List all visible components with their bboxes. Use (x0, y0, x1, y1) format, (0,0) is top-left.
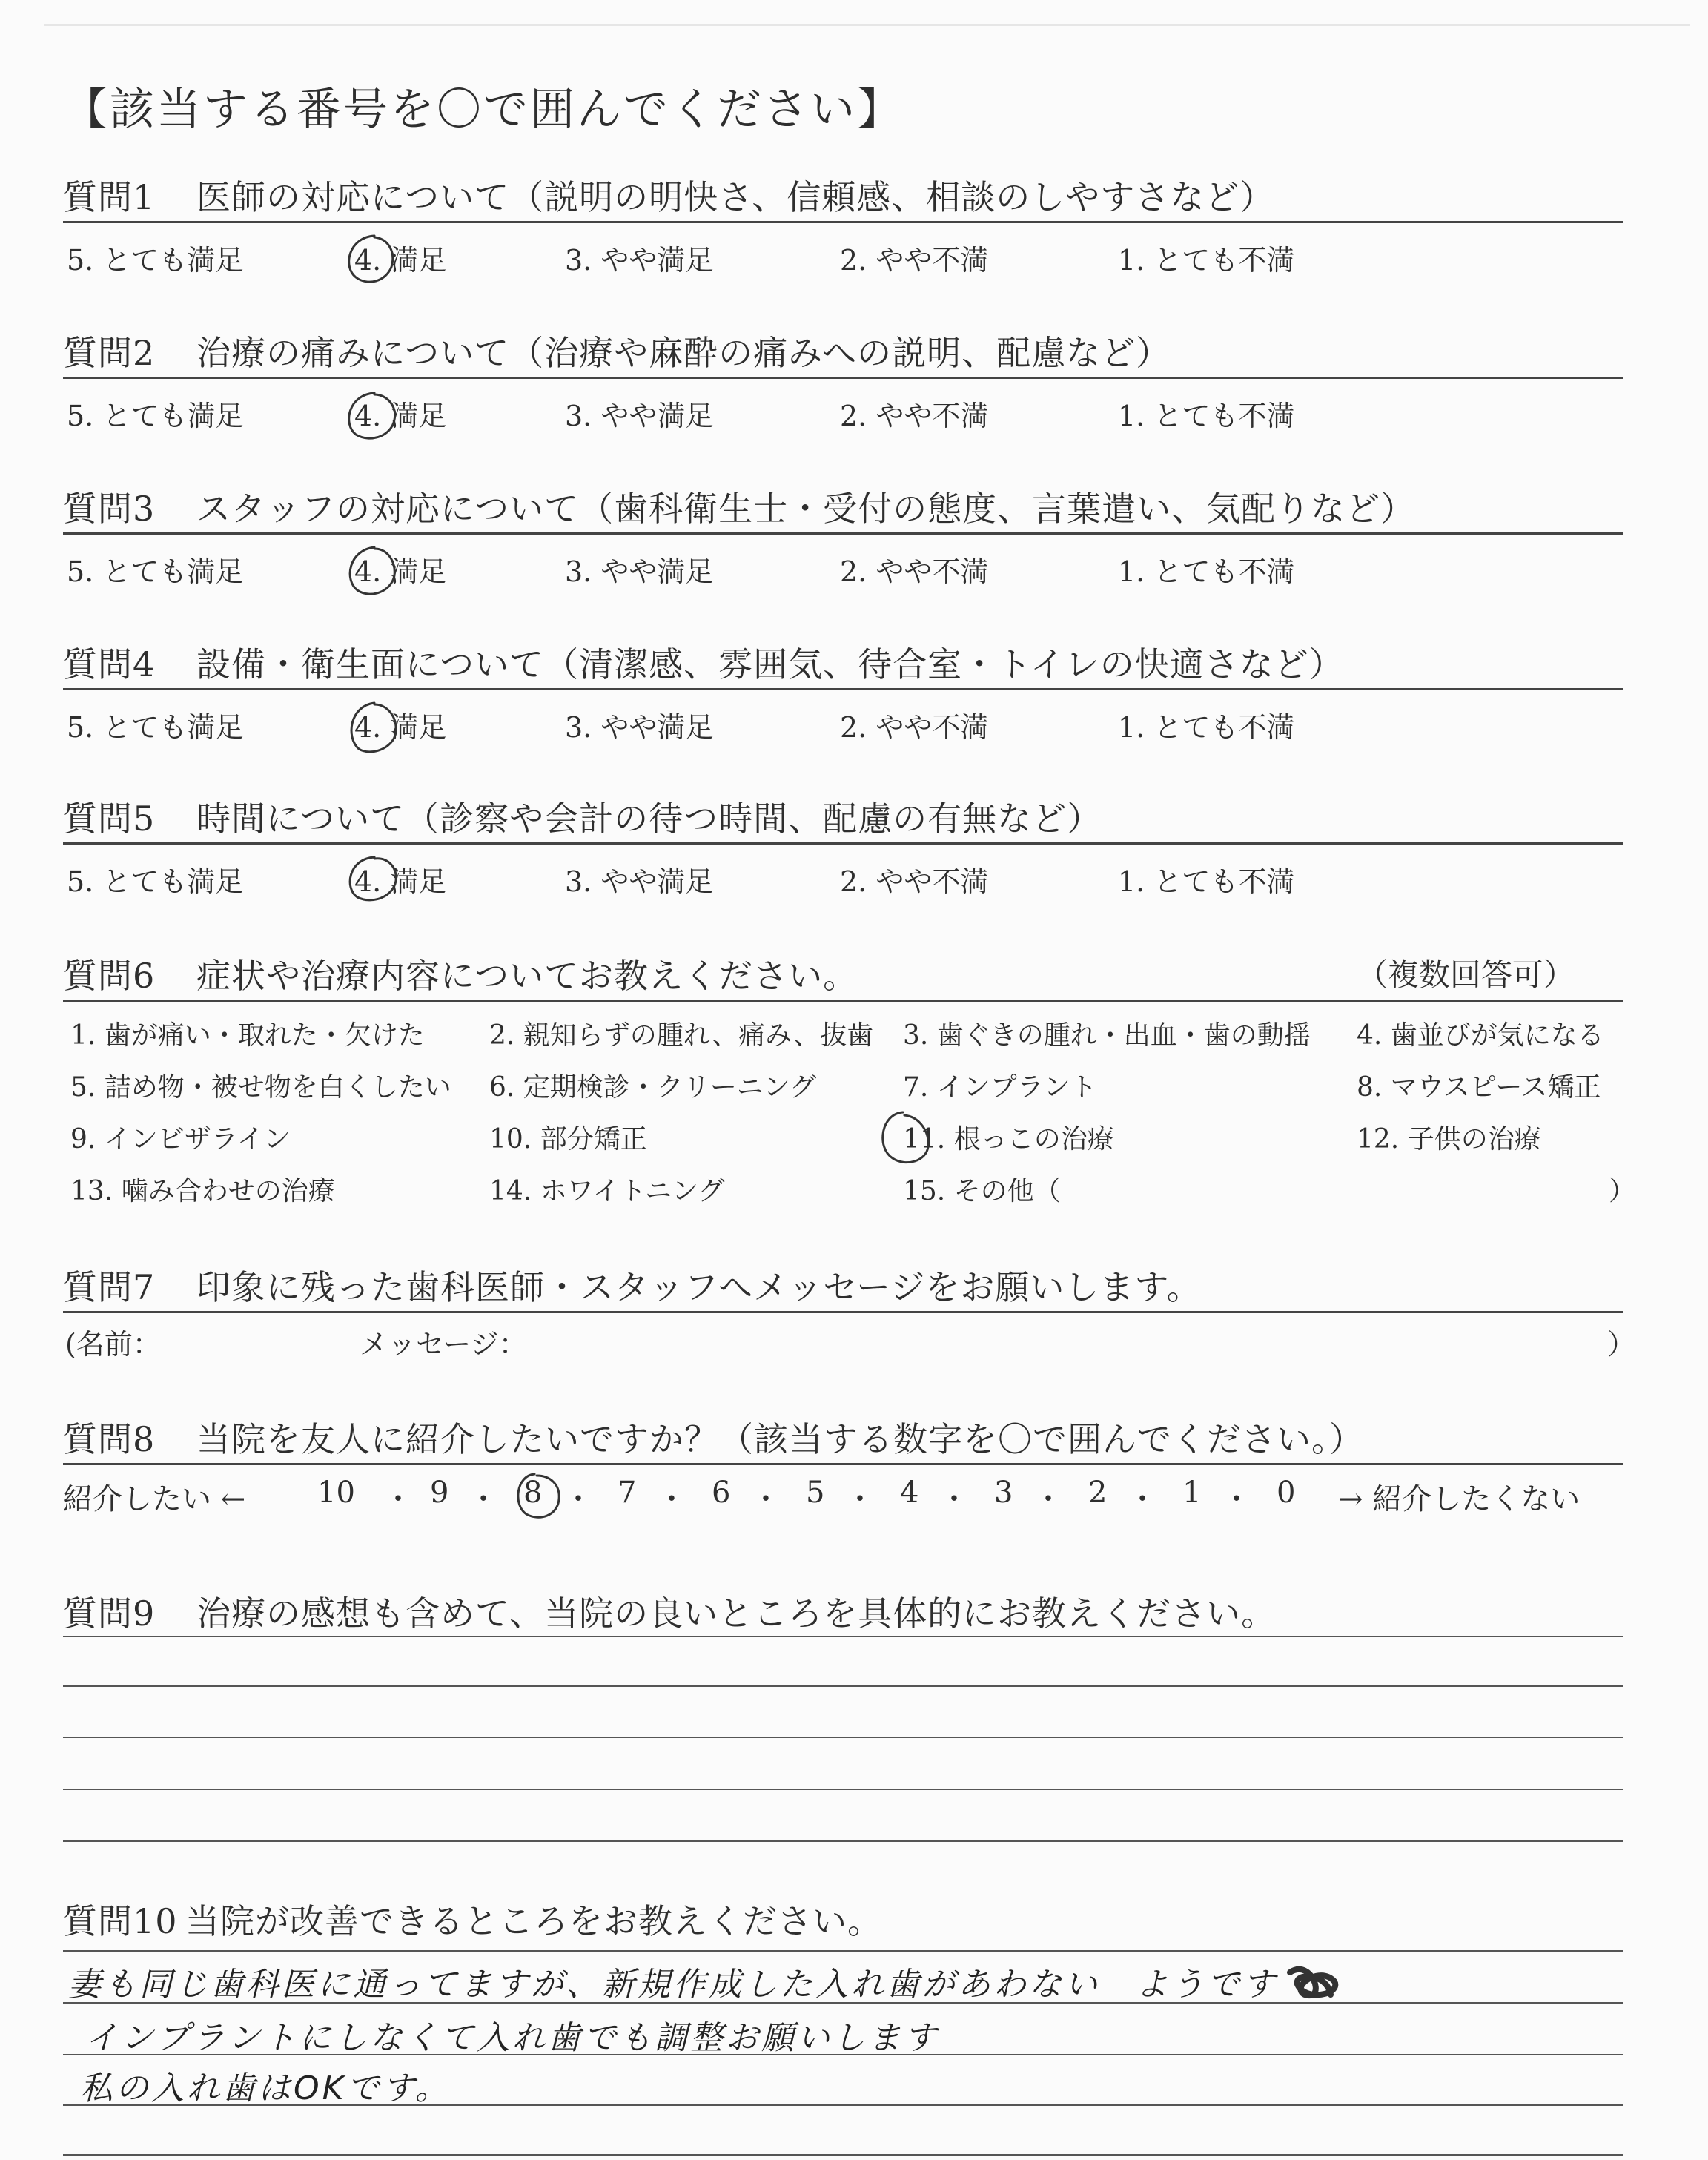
question-text: 症状や治療内容についてお教えください。 (196, 956, 858, 996)
treatment-option-3[interactable]: 3. 歯ぐきの腫れ・出血・歯の動揺 (903, 1020, 1311, 1051)
rating-option-1[interactable]: 1. とても不満 (1118, 400, 1295, 432)
answer-circle-q6 (883, 1112, 928, 1163)
treatment-option-9[interactable]: 9. インビザライン (70, 1124, 291, 1155)
scale-dot: ・ (657, 1482, 686, 1516)
scale-4[interactable]: 4 (900, 1476, 919, 1510)
rating-option-4[interactable]: 4. 満足 (354, 711, 447, 744)
rating-option-5[interactable]: 5. とても満足 (67, 244, 244, 277)
rating-option-5[interactable]: 5. とても満足 (67, 400, 244, 432)
scale-8[interactable]: 8 (523, 1476, 543, 1510)
question-number: 質問4 (63, 644, 156, 684)
rating-option-5[interactable]: 5. とても満足 (67, 865, 244, 898)
treatment-option-12[interactable]: 12. 子供の治療 (1357, 1124, 1541, 1155)
rating-option-2[interactable]: 2. やや不満 (840, 555, 989, 588)
rating-option-2[interactable]: 2. やや不満 (840, 865, 989, 898)
message-label[interactable]: メッセージ： (360, 1328, 527, 1361)
question-number: 質問10 (63, 1901, 178, 1941)
scale-dot: ・ (751, 1482, 781, 1516)
scale-dot: ・ (939, 1482, 969, 1516)
question-number: 質問2 (63, 333, 156, 373)
answer-circle-q8 (518, 1474, 559, 1517)
scale-9[interactable]: 9 (430, 1476, 449, 1510)
scale-1[interactable]: 1 (1182, 1476, 1202, 1510)
recommend-left-label: 紹介したい ← (63, 1482, 246, 1516)
treatment-option-13[interactable]: 13. 噛み合わせの治療 (70, 1176, 335, 1206)
treatment-option-4[interactable]: 4. 歯並びが気になる (1357, 1020, 1604, 1051)
treatment-option-14[interactable]: 14. ホワイトニング (489, 1176, 725, 1206)
question-number: 質問9 (63, 1593, 156, 1634)
recommend-right-label: → 紹介したくない (1338, 1482, 1580, 1516)
question-number: 質問3 (63, 489, 156, 529)
scale-2[interactable]: 2 (1088, 1476, 1108, 1510)
answer-circle-q3 (350, 547, 394, 594)
treatment-option-2[interactable]: 2. 親知らずの腫れ、痛み、抜歯 (489, 1020, 874, 1051)
scale-dot: ・ (1222, 1482, 1251, 1516)
other-close-paren: ） (1609, 1176, 1636, 1206)
rating-option-4[interactable]: 4. 満足 (354, 400, 447, 432)
question-text: 医師の対応について（説明の明快さ、信頼感、相談のしやすさなど） (196, 177, 1275, 217)
question-text: 治療の感想も含めて、当院の良いところを具体的にお教えください。 (196, 1593, 1277, 1634)
question-text: 当院を友人に紹介したいですか？（該当する数字を〇で囲んでください。） (196, 1419, 1364, 1459)
question-text: 設備・衛生面について（清潔感、雰囲気、待合室・トイレの快適さなど） (196, 644, 1344, 684)
multiple-answer-note: （複数回答可） (1357, 957, 1575, 993)
treatment-option-6[interactable]: 6. 定期検診・クリーニング (489, 1072, 817, 1103)
rating-option-1[interactable]: 1. とても不満 (1118, 865, 1295, 898)
rating-option-3[interactable]: 3. やや満足 (565, 865, 714, 898)
ink-scribble (1290, 1969, 1335, 1995)
treatment-option-10[interactable]: 10. 部分矯正 (489, 1124, 647, 1155)
rating-option-4[interactable]: 4. 満足 (354, 244, 447, 277)
question-text: 時間について（診察や会計の待つ時間、配慮の有無など） (196, 799, 1102, 839)
rating-option-3[interactable]: 3. やや満足 (565, 400, 714, 432)
treatment-option-8[interactable]: 8. マウスピース矯正 (1357, 1072, 1601, 1103)
name-label[interactable]: (名前： (65, 1328, 161, 1361)
message-close-paren: ） (1607, 1328, 1636, 1361)
rating-option-2[interactable]: 2. やや不満 (840, 244, 989, 277)
scale-dot: ・ (383, 1482, 413, 1516)
question-text: スタッフの対応について（歯科衛生士・受付の態度、言葉遣い、気配りなど） (196, 489, 1416, 529)
scale-10[interactable]: 10 (317, 1476, 355, 1510)
question-number: 質問5 (63, 799, 156, 839)
answer-circle-q5 (350, 857, 396, 900)
scale-dot: ・ (469, 1482, 498, 1516)
rating-option-2[interactable]: 2. やや不満 (840, 400, 989, 432)
treatment-option-1[interactable]: 1. 歯が痛い・取れた・欠けた (70, 1020, 425, 1051)
question-number: 質問7 (63, 1267, 156, 1307)
question-text: 印象に残った歯科医師・スタッフへメッセージをお願いします。 (196, 1267, 1202, 1307)
answer-circle-q1 (349, 236, 393, 282)
scale-3[interactable]: 3 (994, 1476, 1013, 1510)
handwritten-line-1: 妻も同じ歯科医に通ってますが、新規作成した入れ歯があわない ようです (68, 1966, 1278, 2004)
handwritten-line-3: 私の入れ歯はOKです。 (80, 2070, 451, 2107)
rating-option-3[interactable]: 3. やや満足 (565, 555, 714, 588)
rating-option-3[interactable]: 3. やや満足 (565, 244, 714, 277)
scale-0[interactable]: 0 (1277, 1476, 1296, 1510)
scale-dot: ・ (845, 1482, 875, 1516)
handwritten-line-2: インプラントにしなくて入れ歯でも調整お願いします (85, 2019, 939, 2057)
treatment-option-11[interactable]: 11. 根っこの治療 (903, 1124, 1114, 1155)
question-number: 質問8 (63, 1419, 156, 1459)
rating-option-3[interactable]: 3. やや満足 (565, 711, 714, 744)
rating-option-1[interactable]: 1. とても不満 (1118, 244, 1295, 277)
answer-circle-q2 (349, 393, 395, 438)
rating-option-5[interactable]: 5. とても満足 (67, 555, 244, 588)
scale-5[interactable]: 5 (806, 1476, 825, 1510)
rating-option-2[interactable]: 2. やや不満 (840, 711, 989, 744)
scale-dot: ・ (563, 1482, 593, 1516)
rating-option-4[interactable]: 4. 満足 (354, 865, 447, 898)
scale-6[interactable]: 6 (712, 1476, 731, 1510)
scale-7[interactable]: 7 (618, 1476, 637, 1510)
scale-dot: ・ (1128, 1482, 1157, 1516)
form-heading: 【該当する番号を〇で囲んでください】 (63, 84, 904, 136)
scale-dot: ・ (1033, 1482, 1063, 1516)
rating-option-4[interactable]: 4. 満足 (354, 555, 447, 588)
rating-option-1[interactable]: 1. とても不満 (1118, 555, 1295, 588)
question-text: 治療の痛みについて（治療や麻酔の痛みへの説明、配慮など） (196, 333, 1171, 373)
answer-circle-q4 (351, 703, 396, 752)
treatment-option-5[interactable]: 5. 詰め物・被せ物を白くしたい (70, 1072, 451, 1103)
treatment-option-7[interactable]: 7. インプラント (903, 1072, 1097, 1103)
rating-option-1[interactable]: 1. とても不満 (1118, 711, 1295, 744)
question-text: 当院が改善できるところをお教えください。 (185, 1901, 882, 1941)
rating-option-5[interactable]: 5. とても満足 (67, 711, 244, 744)
question-number: 質問6 (63, 956, 156, 996)
treatment-option-15[interactable]: 15. その他（ (903, 1176, 1061, 1206)
question-number: 質問1 (63, 177, 156, 217)
